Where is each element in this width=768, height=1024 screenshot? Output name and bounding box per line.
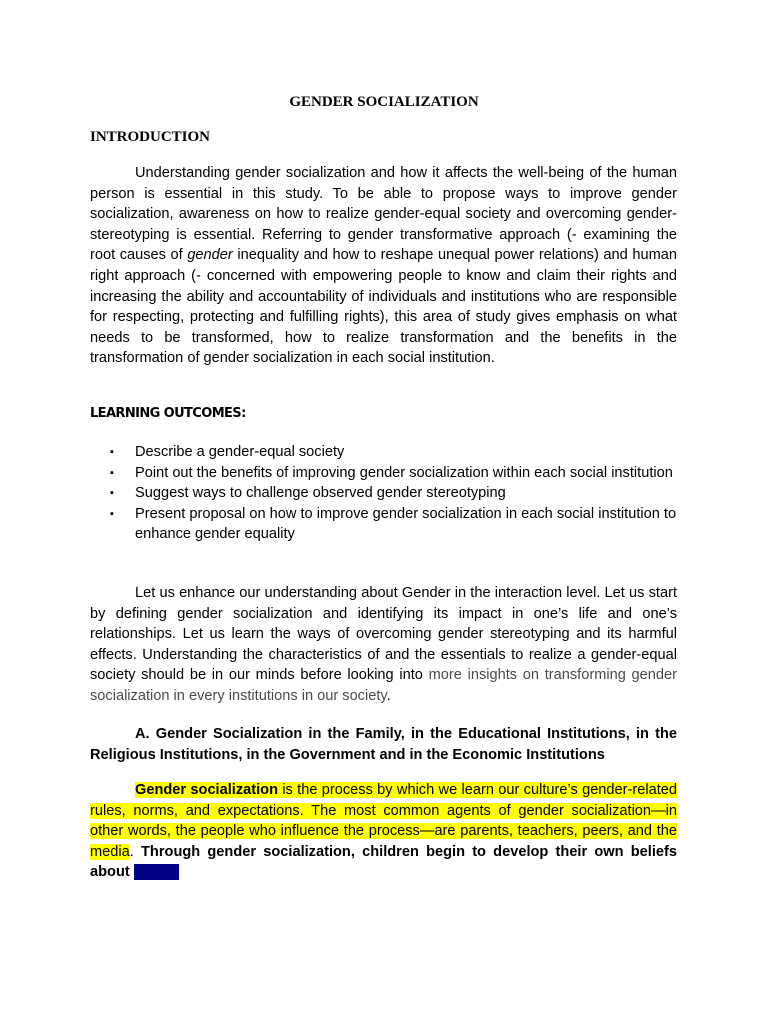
- list-item: [90, 483, 677, 504]
- para3-period: .: [129, 843, 134, 860]
- list-item: [90, 463, 677, 484]
- gender-socialization-paragraph: [90, 780, 677, 883]
- para2-end: .: [386, 687, 391, 704]
- list-item-text: Point out the benefits of improving gender socialization within each social institution: [135, 464, 673, 481]
- section-a-heading: A. Gender Socialization in the Family, in the Educational Institutions, in the Religious Institutions, in the Government and in the Economic Institutions: [90, 726, 677, 763]
- bullet-icon: ▪: [110, 446, 114, 458]
- interaction-level-paragraph: [90, 583, 677, 707]
- bullet-icon: ▪: [110, 487, 114, 500]
- list-item: [90, 504, 677, 545]
- intro-text-a: Understanding gender socialization and how it affects the well-being of the human person is essential in this study. To be able to propose ways to improve gender socialization, awareness on how to realize gender-equal society and overcoming gender-stereotyping is essential. Referring to gender transformative approach (- examining the root causes of: [90, 165, 677, 264]
- list-item-text: Present proposal on how to improve gender socialization in each social institution to enhance gender equality: [135, 505, 677, 543]
- insights-link[interactable]: more insights on transforming gender socialization in every institutions in our society: [90, 667, 677, 704]
- bullet-icon: ▪: [110, 507, 114, 520]
- learning-outcomes-list: [90, 442, 677, 545]
- intro-italic-word: gender: [187, 247, 233, 264]
- document-title: GENDER SOCIALIZATION: [289, 94, 479, 110]
- highlighted-term: Gender socialization: [135, 782, 278, 798]
- list-item-text: Suggest ways to challenge observed gender stereotyping: [135, 485, 506, 502]
- selected-word: gender: [133, 864, 180, 881]
- highlighted-definition: is the process by which we learn our culture’s gender-related rules, norms, and expectations. The most common agents of gender socialization—in other words, the people who influence the process—are parents, teachers, peers, and the media: [90, 782, 677, 860]
- introduction-paragraph: [90, 163, 677, 369]
- para3-bold-text: Through gender socialization, children begin to develop their own beliefs about: [90, 843, 677, 881]
- list-item-text: Describe a gender-equal society: [135, 444, 345, 460]
- introduction-heading: INTRODUCTION: [90, 129, 211, 145]
- learning-outcomes-heading: LEARNING OUTCOMES:: [90, 406, 246, 421]
- list-item: [90, 442, 677, 463]
- para2-text: Let us enhance our understanding about Gender in the interaction level. Let us start by defining gender socialization and identifying its impact in one’s life and one’s relationships. Let us learn the ways of overcoming gender stereotyping and its harmful effects. Understanding the characteristics of and the essentials to realize a gender-equal society should be in our minds before looking into: [90, 585, 677, 684]
- bullet-icon: ▪: [110, 466, 114, 479]
- intro-text-b: inequality and how to reshape unequal power relations) and human right approach (- concerned with empowering people to know and claim their rights and increasing the ability and accountability of individuals and institutions who are responsible for respecting, protecting and fulfilling rights), this area of study gives emphasis on what needs to be transformed, how to realize transformation and the benefits in the transformation of gender socialization in each social institution.: [90, 247, 677, 367]
